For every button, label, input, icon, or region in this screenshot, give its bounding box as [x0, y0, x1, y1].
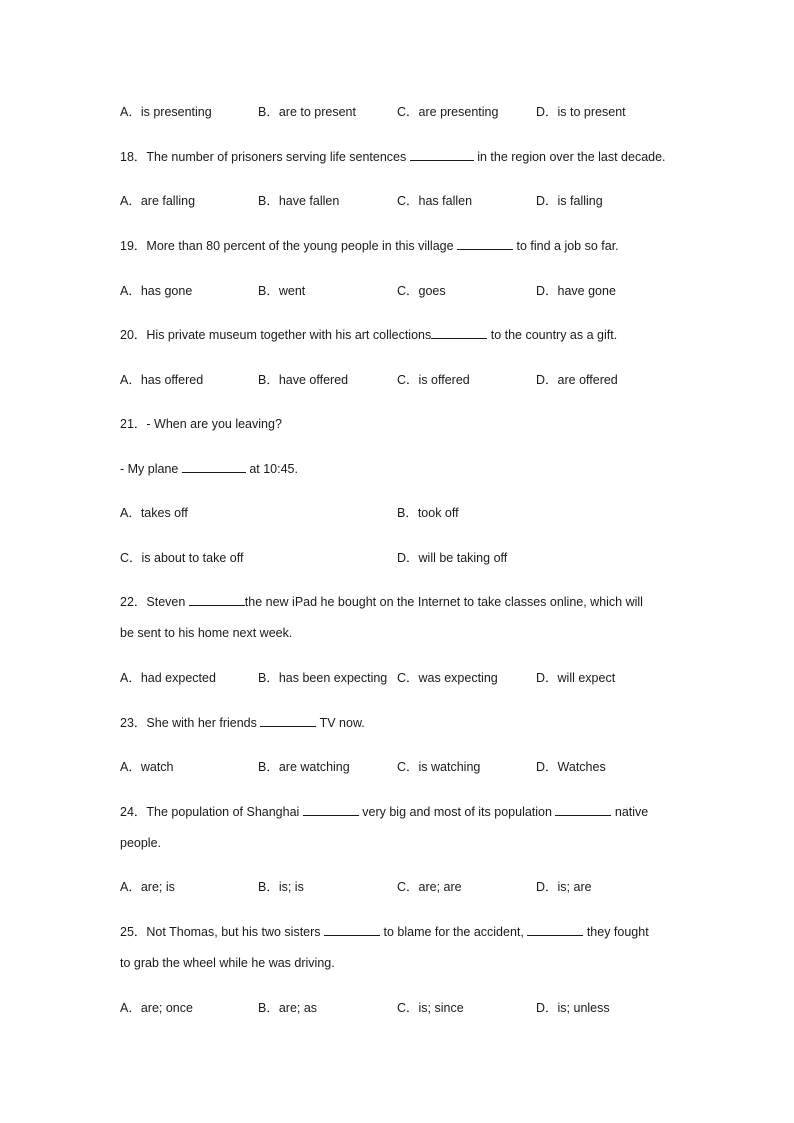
option-a: A．has gone: [120, 284, 193, 298]
option-d: D．are offered: [536, 373, 618, 387]
question-24-continued: people.: [120, 836, 162, 850]
option-a: A．has offered: [120, 373, 204, 387]
question-19: [120, 238, 619, 254]
option-c: C．has fallen: [397, 194, 473, 208]
option-d: D．is; unless: [536, 1001, 610, 1015]
option-b: B．are watching: [258, 760, 350, 774]
option-a: A．is presenting: [120, 105, 212, 119]
question-text: the new iPad he bought on the Internet to take classes online, which will: [244, 595, 643, 609]
option-a: A．takes off: [120, 506, 188, 520]
question-20: [120, 327, 617, 343]
option-c: C．is watching: [397, 760, 481, 774]
option-b: B．are to present: [258, 105, 356, 119]
option-c: C．is offered: [397, 373, 470, 387]
option-d: D．is falling: [536, 194, 603, 208]
option-b: B．went: [258, 284, 306, 298]
option-a: A．are; once: [120, 1001, 193, 1015]
option-b: B．took off: [397, 506, 459, 520]
question-text: to the country as a gift.: [487, 328, 618, 342]
question-text: to find a job so far.: [513, 239, 619, 253]
question-text: at 10:45.: [245, 462, 298, 476]
question-24: [120, 804, 648, 820]
answer-blank: [189, 594, 245, 606]
option-d: D．Watches: [536, 760, 606, 774]
question-22: [120, 594, 643, 610]
question-text: TV now.: [316, 716, 365, 730]
option-d: D．is; are: [536, 880, 592, 894]
question-text: 24．The population of Shanghai: [120, 805, 303, 819]
option-a: A．watch: [120, 760, 174, 774]
question-18: [120, 149, 666, 165]
question-text: in the region over the last decade.: [473, 150, 666, 164]
question-23: [120, 715, 365, 731]
question-25-continued: to grab the wheel while he was driving.: [120, 956, 335, 970]
answer-blank: [527, 924, 583, 936]
answer-blank: [410, 149, 474, 161]
question-21: 21．- When are you leaving?: [120, 417, 282, 431]
option-a: A．are; is: [120, 880, 175, 894]
option-a: A．had expected: [120, 671, 216, 685]
question-text: to blame for the accident,: [380, 925, 528, 939]
option-b: B．have fallen: [258, 194, 340, 208]
question-text: 20．His private museum together with his art collections: [120, 328, 432, 342]
option-a: A．are falling: [120, 194, 196, 208]
question-text: - My plane: [120, 462, 182, 476]
option-b: B．have offered: [258, 373, 349, 387]
option-d: D．is to present: [536, 105, 626, 119]
option-c: C．are; are: [397, 880, 462, 894]
question-22-continued: be sent to his home next week.: [120, 626, 293, 640]
question-text: 19．More than 80 percent of the young people in this village: [120, 239, 458, 253]
question-text: 22．Steven: [120, 595, 189, 609]
question-text: native: [611, 805, 649, 819]
answer-blank: [555, 804, 611, 816]
option-c: C．was expecting: [397, 671, 498, 685]
option-b: B．has been expecting: [258, 671, 388, 685]
question-text: 23．She with her friends: [120, 716, 261, 730]
answer-blank: [303, 804, 359, 816]
question-text: very big and most of its population: [358, 805, 556, 819]
option-c: C．are presenting: [397, 105, 499, 119]
answer-blank: [324, 924, 380, 936]
answer-blank: [457, 238, 513, 250]
option-c: C．is about to take off: [120, 551, 244, 565]
question-text: 25．Not Thomas, but his two sisters: [120, 925, 325, 939]
option-d: D．will be taking off: [397, 551, 508, 565]
option-b: B．are; as: [258, 1001, 318, 1015]
option-d: D．have gone: [536, 284, 616, 298]
answer-blank: [260, 715, 316, 727]
answer-blank: [182, 461, 246, 473]
question-25: [120, 924, 649, 940]
option-c: C．goes: [397, 284, 446, 298]
question-text: they fought: [583, 925, 649, 939]
option-b: B．is; is: [258, 880, 304, 894]
option-c: C．is; since: [397, 1001, 464, 1015]
question-21-reply: [120, 461, 298, 477]
option-d: D．will expect: [536, 671, 616, 685]
question-text: 18．The number of prisoners serving life sentences: [120, 150, 410, 164]
answer-blank: [431, 327, 487, 339]
